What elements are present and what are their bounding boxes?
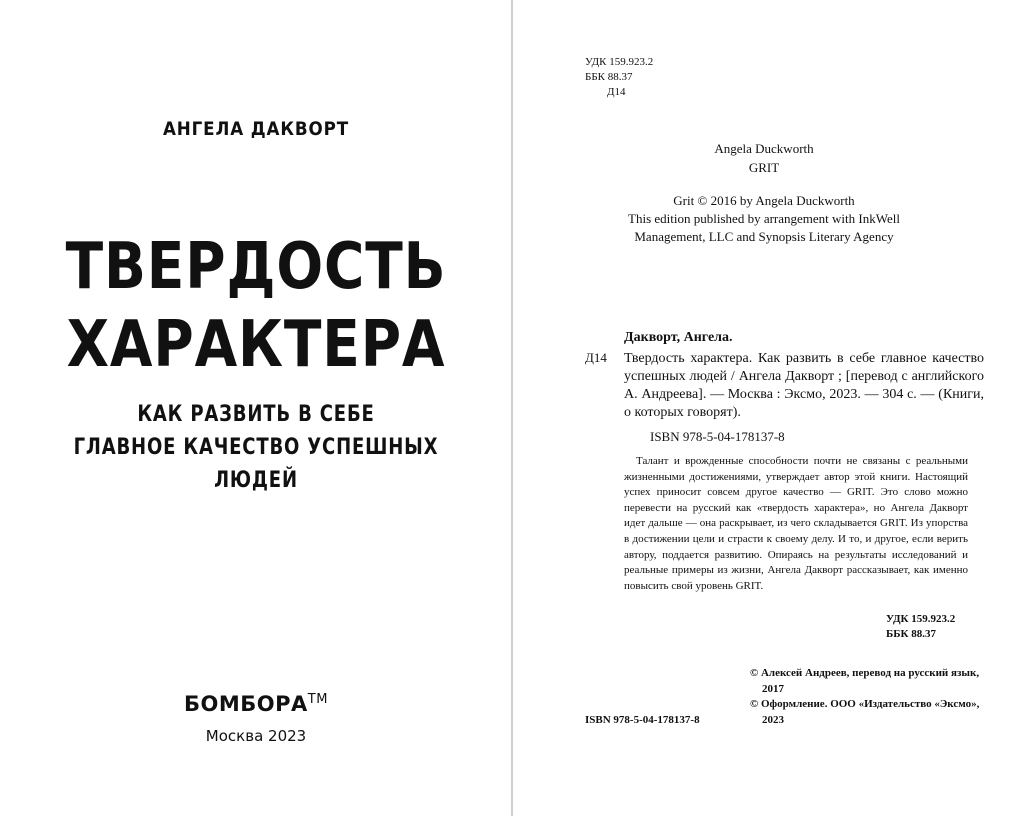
english-copyright [514, 192, 1014, 246]
book-spine-divider [511, 0, 513, 816]
book-subtitle [46, 398, 466, 497]
udk-bottom: УДК 159.923.2 [886, 613, 956, 625]
publisher-name: БОМБОРА [184, 692, 308, 716]
biblio-isbn: ISBN 978-5-04-178137-8 [650, 429, 785, 444]
author-name: АНГЕЛА ДАКВОРТ [162, 118, 350, 140]
subtitle-line-2: ГЛАВНОЕ КАЧЕСТВО УСПЕШНЫХ [73, 435, 439, 460]
bbk-bottom: ББК 88.37 [886, 628, 937, 640]
biblio-code: Д14 [585, 350, 607, 365]
classification-codes-top [585, 55, 653, 100]
copyright-translation: © Алексей Андреев, перевод на русский язык, 2017 [750, 667, 980, 695]
city-year: Москва 2023 [205, 727, 307, 745]
isbn-bottom: ISBN 978-5-04-178137-8 [585, 714, 700, 726]
book-title [36, 228, 476, 384]
subtitle-line-1: КАК РАЗВИТЬ В СЕБЕ [137, 402, 375, 427]
copyright-en-line-3: Management, LLC and Synopsis Literary Agency [634, 229, 894, 244]
book-annotation [624, 454, 968, 594]
biblio-text: Твердость характера. Как развить в себе главное качество успешных людей / Ангела Дакворт ; [перевод с английского А. Андреева]. — Москва : Эксмо, 2023. — 304 с. — (Книги, о которых говорят). [624, 351, 984, 420]
original-title: GRIT [748, 160, 780, 175]
title-line-1: ТВЕРДОСТЬ [65, 230, 447, 304]
title-line-2: ХАРАКТЕРА [66, 308, 446, 382]
russian-copyrights [750, 666, 982, 728]
classification-codes-bottom [886, 612, 955, 642]
copyright-design: © Оформление. ООО «Издательство «Эксмо», 2023 [750, 698, 980, 726]
original-author: Angela Duckworth [714, 141, 814, 156]
bbk-top: ББК 88.37 [585, 71, 633, 83]
code-top: Д14 [607, 86, 626, 98]
original-edition-info [514, 139, 1014, 177]
copyright-en-line-2: This edition published by arrangement with InkWell [628, 211, 900, 226]
subtitle-line-3: ЛЮДЕЙ [214, 468, 298, 493]
udk-top: УДК 159.923.2 [585, 56, 654, 68]
publisher-logo [0, 692, 512, 716]
copyright-en-line-1: Grit © 2016 by Angela Duckworth [673, 193, 855, 208]
trademark-mark: TM [307, 692, 328, 707]
biblio-description [624, 350, 984, 422]
right-copyright-page [514, 0, 1024, 816]
biblio-author: Дакворт, Ангела. [624, 330, 733, 345]
annotation-text: Талант и врожденные способности почти не связаны с реальными жизненными достижениями, утверждает автор этой книги. Настоящий успех приносит совсем другое качество — GRIT. Это слово можно перевести на русский как «твердость характера», но Ангела Дакворт идет дальше — она раскрывает, из чего складывается GRIT. Из упорства в достижении цели и страсти к своему делу. И то, и другое, если верить автору, поддается развитию. Опираясь на результаты исследований и реальные примеры из жизни, Ангела Дакворт рассказывает, как именно повысить свой уровень GRIT. [624, 455, 968, 592]
